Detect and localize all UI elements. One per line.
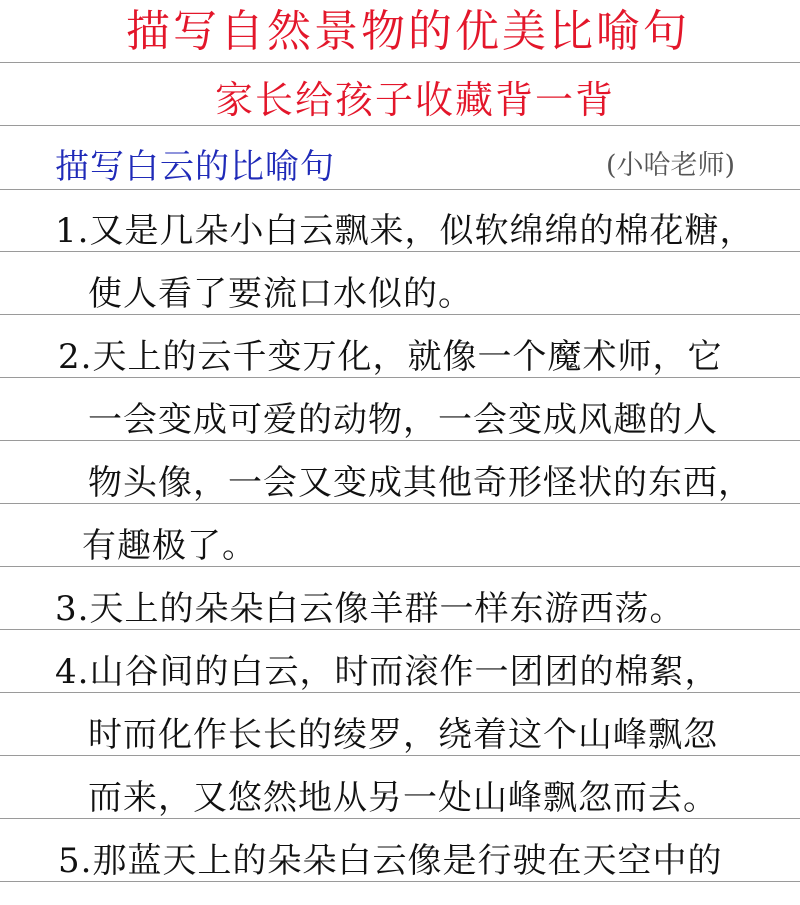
ruled-line bbox=[0, 755, 800, 756]
ruled-line bbox=[0, 629, 800, 630]
ruled-line bbox=[0, 62, 800, 63]
text-line: 2.天上的云千变万化，就像一个魔术师，它 bbox=[58, 337, 723, 377]
text-line: 物头像，一会又变成其他奇形怪状的东西， bbox=[88, 463, 753, 503]
text-line: 3.天上的朵朵白云像羊群一样东游西荡。 bbox=[55, 589, 685, 629]
text-line: 而来，又悠然地从另一处山峰飘忽而去。 bbox=[88, 778, 718, 818]
text-line: 有趣极了。 bbox=[82, 526, 257, 566]
ruled-line bbox=[0, 818, 800, 819]
author-credit: (小哈老师) bbox=[606, 150, 736, 181]
ruled-line bbox=[0, 566, 800, 567]
page-subtitle: 家长给孩子收藏背一背 bbox=[215, 78, 616, 122]
section-heading: 描写白云的比喻句 bbox=[55, 147, 335, 187]
text-line: 一会变成可爱的动物，一会变成风趣的人 bbox=[88, 400, 718, 440]
ruled-line bbox=[0, 251, 800, 252]
ruled-line bbox=[0, 440, 800, 441]
ruled-line bbox=[0, 377, 800, 378]
ruled-line bbox=[0, 881, 800, 882]
ruled-line bbox=[0, 125, 800, 126]
ruled-line bbox=[0, 189, 800, 190]
ruled-line bbox=[0, 314, 800, 315]
text-line: 使人看了要流口水似的。 bbox=[88, 274, 473, 314]
ruled-line bbox=[0, 692, 800, 693]
text-line: 5.那蓝天上的朵朵白云像是行驶在天空中的 bbox=[58, 841, 723, 881]
text-line: 1.又是几朵小白云飘来，似软绵绵的棉花糖， bbox=[55, 211, 755, 251]
ruled-line bbox=[0, 503, 800, 504]
text-line: 时而化作长长的绫罗，绕着这个山峰飘忽 bbox=[88, 715, 718, 755]
text-line: 4.山谷间的白云，时而滚作一团团的棉絮， bbox=[55, 652, 720, 692]
page-title: 描写自然景物的优美比喻句 bbox=[126, 6, 690, 57]
